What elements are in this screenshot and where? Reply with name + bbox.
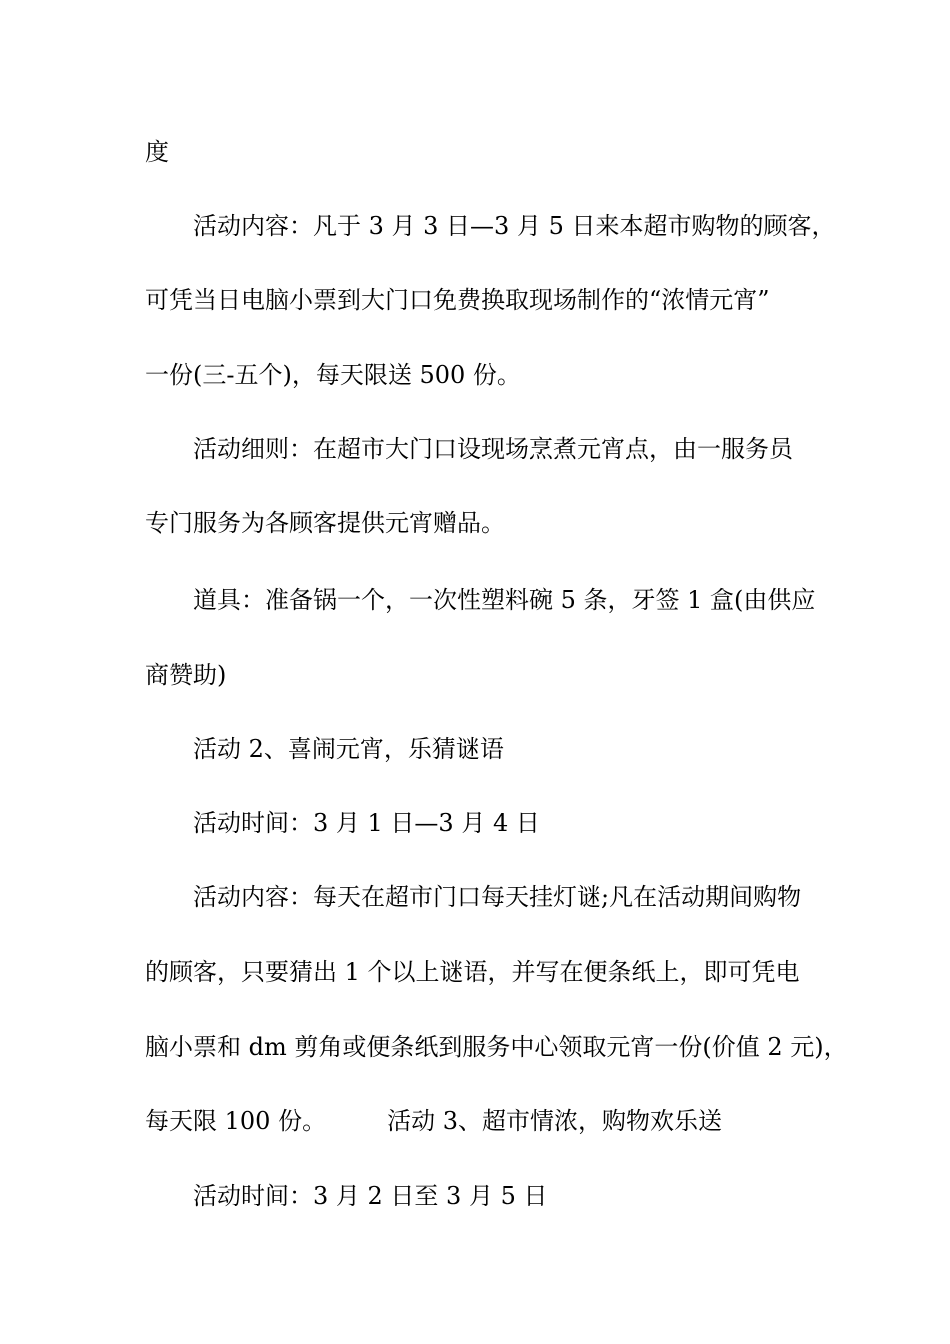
section-heading: 活动 2、喜闹元宵，乐猜谜语	[193, 735, 504, 763]
text-line: 活动时间：3 月 1 日—3 月 4 日	[193, 809, 540, 837]
text-line: 活动内容：每天在超市门口每天挂灯谜;凡在活动期间购物	[193, 883, 802, 911]
text-line: 脑小票和 dm 剪角或便条纸到服务中心领取元宵一份(价值 2 元)，	[145, 1033, 848, 1061]
text-line: 可凭当日电脑小票到大门口免费换取现场制作的“浓情元宵”	[145, 286, 770, 314]
text-line: 活动细则：在超市大门口设现场烹煮元宵点，由一服务员	[193, 435, 793, 463]
text-line: 专门服务为各顾客提供元宵赠品。	[145, 509, 505, 537]
text-line: 道具：准备锅一个，一次性塑料碗 5 条，牙签 1 盒(由供应	[193, 586, 816, 614]
text-line: 的顾客，只要猜出 1 个以上谜语，并写在便条纸上，即可凭电	[145, 958, 800, 986]
text-line: 每天限 100 份。 活动 3、超市情浓，购物欢乐送	[145, 1107, 722, 1135]
text-line: 活动时间：3 月 2 日至 3 月 5 日	[193, 1182, 548, 1210]
text-line: 活动内容：凡于 3 月 3 日—3 月 5 日来本超市购物的顾客，	[193, 212, 836, 240]
text-line: 商赞助)	[145, 661, 227, 689]
text-line: 一份(三-五个)，每天限送 500 份。	[145, 361, 521, 389]
text-line: 度	[145, 138, 169, 166]
